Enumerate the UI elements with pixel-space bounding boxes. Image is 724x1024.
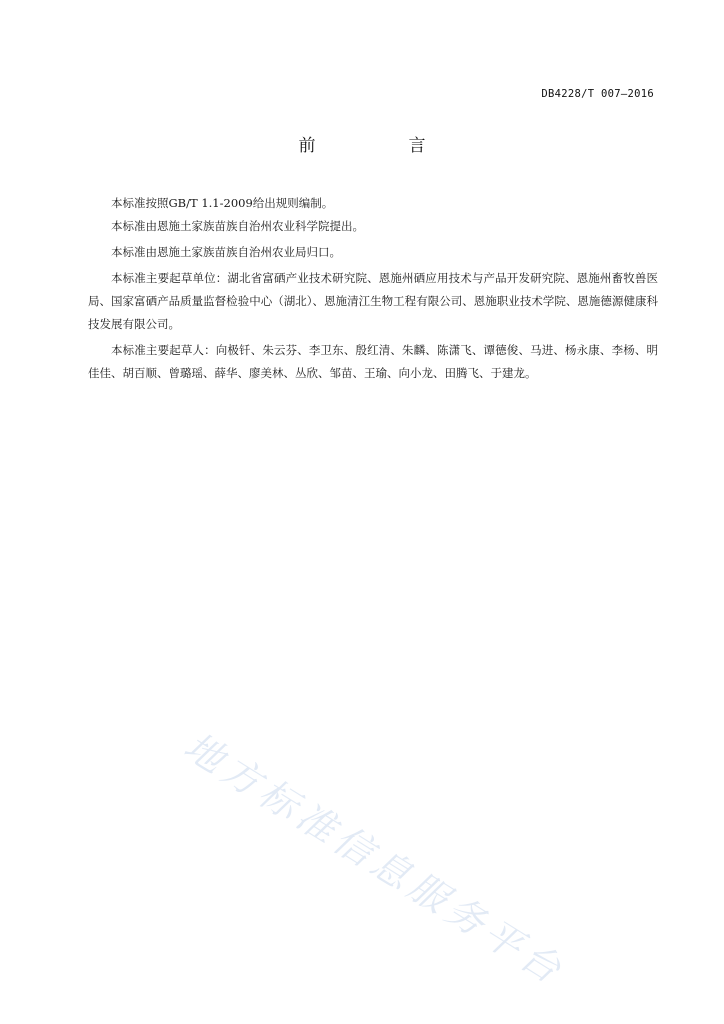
standard-code: DB4228/T 007—2016 [541, 88, 654, 100]
foreword-title: 前 言 [298, 136, 464, 156]
watermark-text: 地方标准信息服务平台 [176, 723, 573, 995]
paragraph-drafters: 本标准主要起草人：向极钎、朱云芬、李卫东、殷红清、朱麟、陈潇飞、谭德俊、马进、杨永康、李杨、明佳佳、胡百顺、曾璐瑶、薛华、廖美林、丛欣、邹苗、王瑜、向小龙、田腾飞、于建龙。 [88, 343, 658, 380]
foreword-body [88, 192, 658, 385]
paragraph-proposer: 本标准由恩施土家族苗族自治州农业科学院提出。 [111, 219, 364, 233]
paragraph-drafting-units: 本标准主要起草单位：湖北省富硒产业技术研究院、恩施州硒应用技术与产品开发研究院、恩施州畜牧兽医局、国家富硒产品质量监督检验中心（湖北）、恩施清江生物工程有限公司、恩施职业技术学院、恩施德源健康科技发展有限公司。 [88, 271, 658, 331]
paragraph-centralized-by: 本标准由恩施土家族苗族自治州农业局归口。 [111, 245, 341, 259]
paragraph-drafting-rules: 本标准按照GB/T 1.1-2009给出规则编制。 [111, 196, 334, 210]
